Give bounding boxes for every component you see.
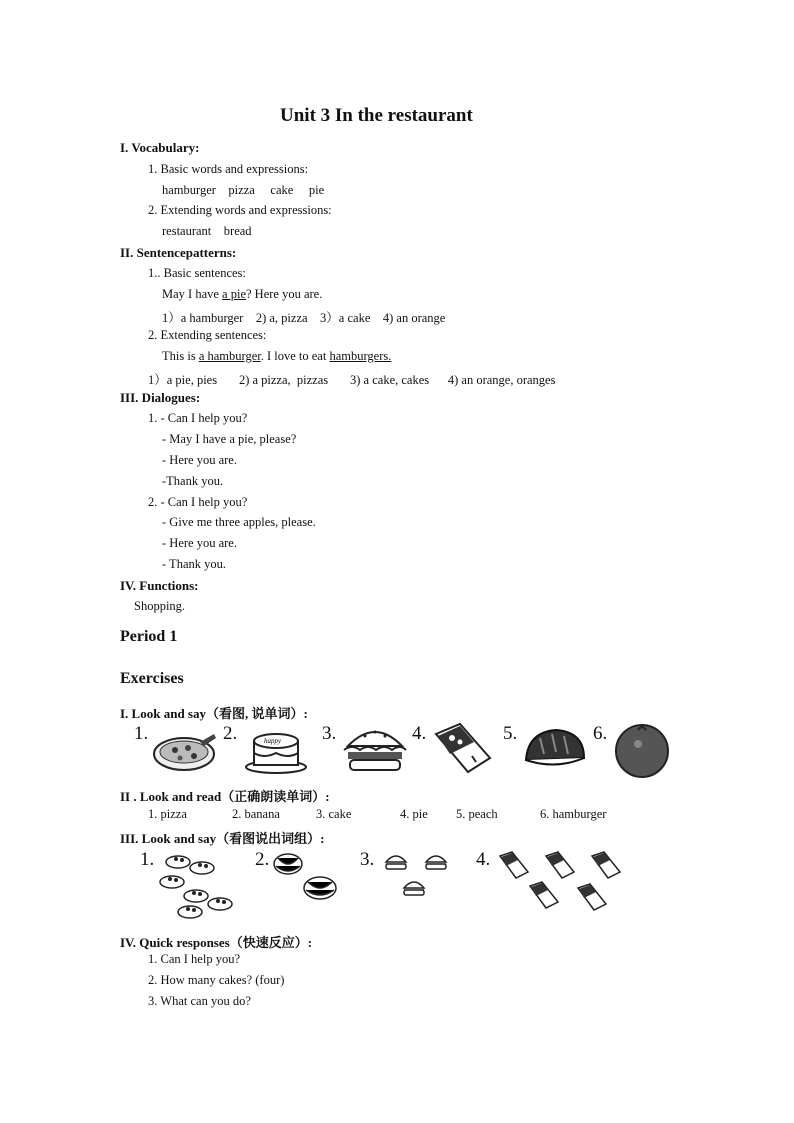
s1-post: ? Here you are. xyxy=(246,287,323,301)
cake-picture xyxy=(244,723,308,775)
sent-basic-label: 1.. Basic sentences: xyxy=(148,266,246,280)
ex3-num-1: 1. xyxy=(140,849,155,870)
ex3-num-2: 2. xyxy=(255,849,270,870)
ex4-item-1: 1. Can I help you? xyxy=(148,952,240,966)
pizza-picture xyxy=(150,728,222,774)
vocab-ext-words: restaurant bread xyxy=(162,224,252,238)
ex2-item-6: 6. hamburger xyxy=(540,807,607,821)
ex2-heading: II . Look and read（正确朗读单词）: xyxy=(120,789,330,804)
vocab-ext-label: 2. Extending words and expressions: xyxy=(148,203,332,217)
ex1-num-4: 4. xyxy=(412,723,427,744)
ex2-item-5: 5. peach xyxy=(456,807,498,821)
s1-pre: May I have xyxy=(162,287,223,301)
functions-text: Shopping. xyxy=(134,599,186,613)
pie-picture xyxy=(430,720,494,776)
ex3-heading: III. Look and say（看图说出词组）: xyxy=(120,831,325,846)
dialogue-1-line-3: - Here you are. xyxy=(162,453,237,467)
ex2-item-2: 2. banana xyxy=(232,807,280,821)
dialogue-1-line-1: 1. - Can I help you? xyxy=(148,411,248,425)
bread-picture xyxy=(522,726,588,770)
vocab-basic-words: hamburger pizza cake pie xyxy=(162,183,325,197)
watermelons-picture xyxy=(272,850,340,906)
cake-text: happy xyxy=(264,737,282,745)
orange-picture xyxy=(614,722,672,778)
hamburger-picture xyxy=(340,722,410,776)
ex2-item-1: 1. pizza xyxy=(148,807,187,821)
ex1-num-6: 6. xyxy=(593,723,608,744)
ex2-item-4: 4. pie xyxy=(400,807,428,821)
vocabulary-heading: I. Vocabulary: xyxy=(120,140,200,155)
dialogue-1-line-4: -Thank you. xyxy=(162,474,224,488)
dialogue-2-line-4: - Thank you. xyxy=(162,557,226,571)
dialogue-2-line-1: 2. - Can I help you? xyxy=(148,495,248,509)
vocab-basic-label: 1. Basic words and expressions: xyxy=(148,162,309,176)
ex4-heading: IV. Quick responses（快速反应）: xyxy=(120,935,313,950)
ex1-num-2: 2. xyxy=(223,723,238,744)
ex2-item-3: 3. cake xyxy=(316,807,352,821)
sent-ext-label: 2. Extending sentences: xyxy=(148,328,267,342)
dialogue-1-line-2: - May I have a pie, please? xyxy=(162,432,297,446)
s2-underlined-1: a hamburger xyxy=(198,349,261,363)
ex4-item-2: 2. How many cakes? (four) xyxy=(148,973,285,987)
sentence-2 xyxy=(162,349,391,364)
ex1-num-1: 1. xyxy=(134,723,149,744)
dialogue-2-line-3: - Here you are. xyxy=(162,536,237,550)
dialogues-heading: III. Dialogues: xyxy=(120,390,201,405)
sentence-1 xyxy=(162,287,322,302)
ex1-num-5: 5. xyxy=(503,723,518,744)
ex1-num-3: 3. xyxy=(322,723,337,744)
ex1-heading: I. Look and say（看图, 说单词）: xyxy=(120,706,308,721)
exercises-heading: Exercises xyxy=(120,670,184,687)
sentence-2-substitutions: 1）a pie, pies 2) a pizza, pizzas 3) a cake, cakes 4) an orange, oranges xyxy=(148,373,556,387)
period-heading: Period 1 xyxy=(120,628,178,645)
s1-underlined: a pie xyxy=(222,287,246,301)
sentences-heading: II. Sentencepatterns: xyxy=(120,245,237,260)
functions-heading: IV. Functions: xyxy=(120,578,199,593)
pies-picture xyxy=(496,848,630,916)
ex4-item-3: 3. What can you do? xyxy=(148,994,251,1008)
ex3-num-4: 4. xyxy=(476,849,491,870)
s2-pre: This is xyxy=(162,349,199,363)
cookies-group-picture xyxy=(160,848,240,924)
sentence-1-substitutions: 1）a hamburger 2) a, pizza 3）a cake 4) an orange xyxy=(162,311,446,325)
ex3-num-3: 3. xyxy=(360,849,375,870)
dialogue-2-line-2: - Give me three apples, please. xyxy=(162,515,316,529)
page-title: Unit 3 In the restaurant xyxy=(280,105,473,126)
hamburgers-picture xyxy=(382,850,456,906)
s2-underlined-2: hamburgers. xyxy=(329,349,392,363)
s2-mid: . I love to eat xyxy=(260,349,330,363)
